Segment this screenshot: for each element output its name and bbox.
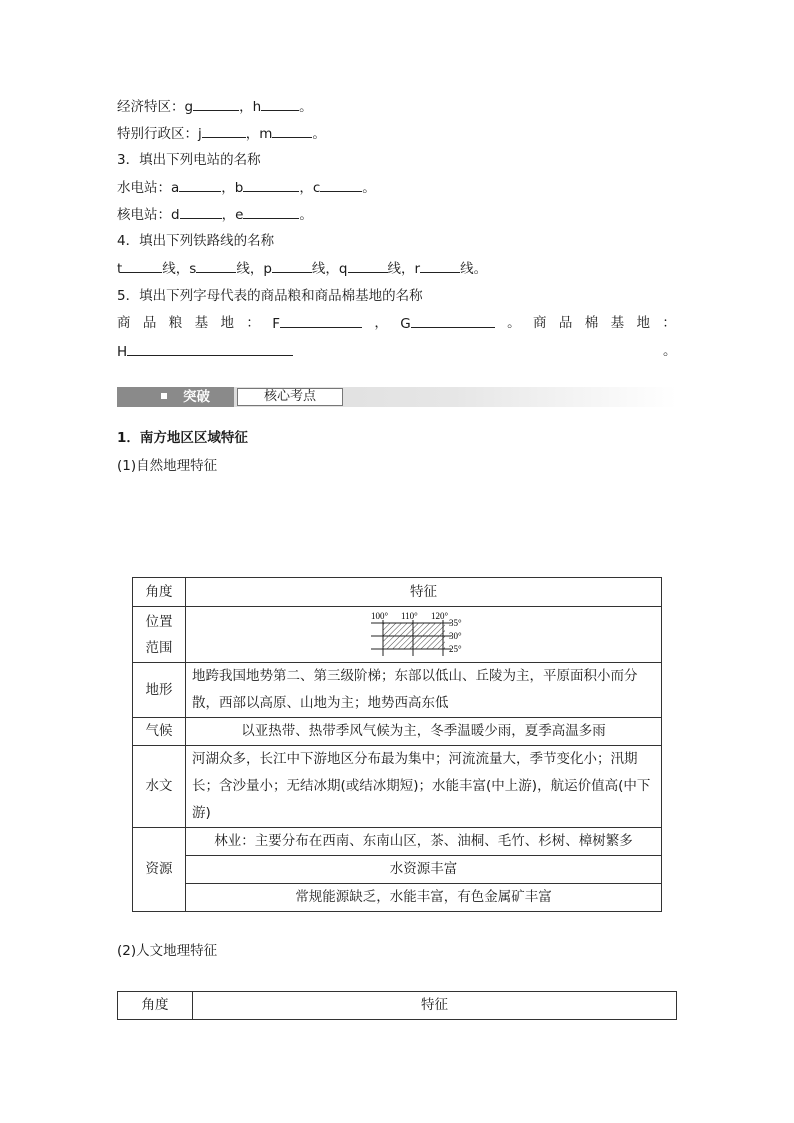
aspect-climate: 气候 [133, 718, 186, 746]
table-row [133, 746, 662, 828]
rail-suffix: 线 [162, 261, 176, 277]
human-features-table [117, 991, 677, 1020]
letter-G: G [400, 316, 411, 332]
blank-h[interactable] [261, 96, 299, 111]
comma: ， [221, 180, 235, 196]
terrain-text: 地跨我国地势第二、第三级阶梯；东部以低山、丘陵为主，平原面积小而分散，西部以高原、山地为主；地势西高东低 [186, 663, 662, 718]
grain-char: 粮 [168, 315, 183, 331]
aspect-hydrology: 水文 [133, 746, 186, 828]
blank-b[interactable] [243, 177, 299, 192]
lat-label-35: 35° [448, 617, 462, 628]
letter-e: e [235, 207, 244, 223]
blank-p[interactable] [272, 258, 312, 273]
cotton-char: 地 [636, 315, 650, 331]
cotton-char: 品 [558, 315, 573, 331]
nuclear-label: 核电站： [117, 207, 171, 223]
square-bullet-icon [161, 393, 167, 399]
rail-suffix: 线 [236, 261, 250, 277]
letter-s: s [189, 261, 197, 277]
cotton-H-line [117, 341, 676, 362]
resource-forestry: 林业：主要分布在西南、东南山区，茶、油桐、毛竹、杉树、樟树繁多 [186, 828, 662, 856]
blank-s[interactable] [196, 258, 236, 273]
econ-zone-line [117, 96, 313, 117]
grain-G [400, 313, 494, 334]
grain-char: 。 [507, 315, 521, 331]
latitude-longitude-grid-map [369, 610, 479, 660]
hydro-line [117, 177, 376, 198]
blank-F[interactable] [280, 313, 362, 328]
period: 。 [299, 207, 313, 223]
blank-d[interactable] [180, 204, 222, 219]
letter-q: q [338, 261, 348, 277]
letter-p: p [263, 261, 272, 277]
banner-label-block [117, 387, 234, 407]
blank-r[interactable] [420, 258, 460, 273]
climate-text: 以亚热带、热带季风气候为主，冬季温暖少雨，夏季高温多雨 [186, 718, 662, 746]
aspect-resources: 资源 [133, 828, 186, 912]
table-header-row [133, 578, 662, 607]
letter-F: F [272, 316, 281, 332]
grain-F [272, 313, 362, 334]
comma: ， [245, 126, 260, 142]
rail-suffix: 线 [387, 261, 401, 277]
period: 。 [312, 126, 326, 142]
blank-a[interactable] [179, 177, 221, 192]
letter-a: a [171, 180, 180, 196]
section-title: 1．南方地区区域特征 [117, 430, 248, 446]
lat-label-30: 30° [448, 630, 462, 641]
table-row [133, 856, 662, 884]
section-banner [117, 387, 677, 407]
aspect-location [133, 607, 186, 663]
question-5: 5．填出下列字母代表的商品粮和商品棉基地的名称 [117, 288, 423, 304]
letter-c: c [312, 180, 321, 196]
period: 。 [362, 180, 376, 196]
blank-m[interactable] [272, 123, 312, 138]
period: 。 [473, 261, 488, 277]
aspect-terrain: 地形 [133, 663, 186, 718]
letter-r: r [414, 261, 421, 277]
letter-m: m [259, 126, 273, 142]
resource-energy-minerals: 常规能源缺乏，水能丰富，有色金属矿丰富 [186, 884, 662, 912]
blank-q[interactable] [348, 258, 388, 273]
period: 。 [299, 99, 313, 115]
letter-g: g [184, 99, 194, 115]
lon-label-100: 100° [370, 610, 388, 621]
rail-line [117, 258, 487, 279]
header-feature: 特征 [193, 992, 677, 1020]
cotton-char: 棉 [584, 315, 599, 331]
lat-label-25: 25° [448, 643, 462, 654]
comma: ， [299, 180, 313, 196]
blank-g[interactable] [193, 96, 239, 111]
banner-title: 突破 [183, 389, 210, 405]
natural-features-table [132, 577, 662, 912]
subsection-natural: (1)自然地理特征 [117, 458, 218, 474]
table-row [133, 884, 662, 912]
cotton-char: ： [662, 315, 676, 331]
header-aspect: 角度 [118, 992, 193, 1020]
letter-b: b [234, 180, 244, 196]
sar-line [117, 123, 326, 144]
table-row [133, 828, 662, 856]
cotton-char: 商 [532, 315, 547, 331]
letter-h: h [252, 99, 262, 115]
blank-G[interactable] [411, 313, 495, 328]
header-feature: 特征 [186, 578, 662, 607]
location-map-cell [186, 607, 662, 663]
banner-tab: 核心考点 [237, 388, 343, 406]
hydro-label: 水电站： [117, 180, 171, 196]
blank-t[interactable] [122, 258, 162, 273]
letter-t: t [117, 261, 123, 277]
comma: ， [221, 207, 236, 223]
subsection-human: (2)人文地理特征 [117, 943, 218, 959]
resource-water: 水资源丰富 [186, 856, 662, 884]
table-row [133, 607, 662, 663]
sar-label: 特别行政区： [117, 126, 198, 142]
aspect-line: 位置 [145, 613, 173, 630]
grain-char: 品 [142, 315, 157, 331]
comma: ， [239, 99, 253, 115]
blank-c[interactable] [320, 177, 362, 192]
letter-H: H [117, 344, 128, 360]
blank-e[interactable] [243, 204, 299, 219]
grain-char: 基 [194, 315, 209, 331]
grain-char: 商 [117, 315, 131, 331]
comma: ， [175, 261, 190, 277]
question-3: 3．填出下列电站的名称 [117, 152, 261, 168]
lon-label-110: 110° [400, 610, 418, 621]
header-aspect: 角度 [133, 578, 186, 607]
comma: ， [249, 261, 264, 277]
letter-d: d [171, 207, 180, 223]
aspect-line: 范围 [145, 639, 173, 656]
grain-char: ： [246, 315, 260, 331]
nuclear-line [117, 204, 313, 225]
rail-suffix: 线 [311, 261, 326, 277]
grain-cotton-line [117, 313, 676, 334]
lon-label-120: 120° [430, 610, 448, 621]
comma: ， [401, 261, 415, 277]
grain-char: ， [374, 315, 388, 331]
blank-j[interactable] [202, 123, 246, 138]
question-4: 4．填出下列铁路线的名称 [117, 233, 275, 249]
rail-suffix: 线 [460, 261, 474, 277]
comma: ， [325, 261, 339, 277]
letter-j: j [198, 126, 202, 142]
hydrology-text: 河湖众多，长江中下游地区分布最为集中；河流流量大，季节变化小；汛期长；含沙量小；无结冰期(或结冰期短)；水能丰富(中上游)，航运价值高(中下游) [186, 746, 662, 828]
table-header-row [118, 992, 677, 1020]
grain-char: 地 [220, 315, 234, 331]
period: 。 [663, 343, 677, 359]
table-row [133, 663, 662, 718]
blank-H[interactable] [127, 341, 293, 356]
econ-zone-label: 经济特区： [117, 99, 185, 115]
cotton-char: 基 [610, 315, 625, 331]
table-row [133, 718, 662, 746]
